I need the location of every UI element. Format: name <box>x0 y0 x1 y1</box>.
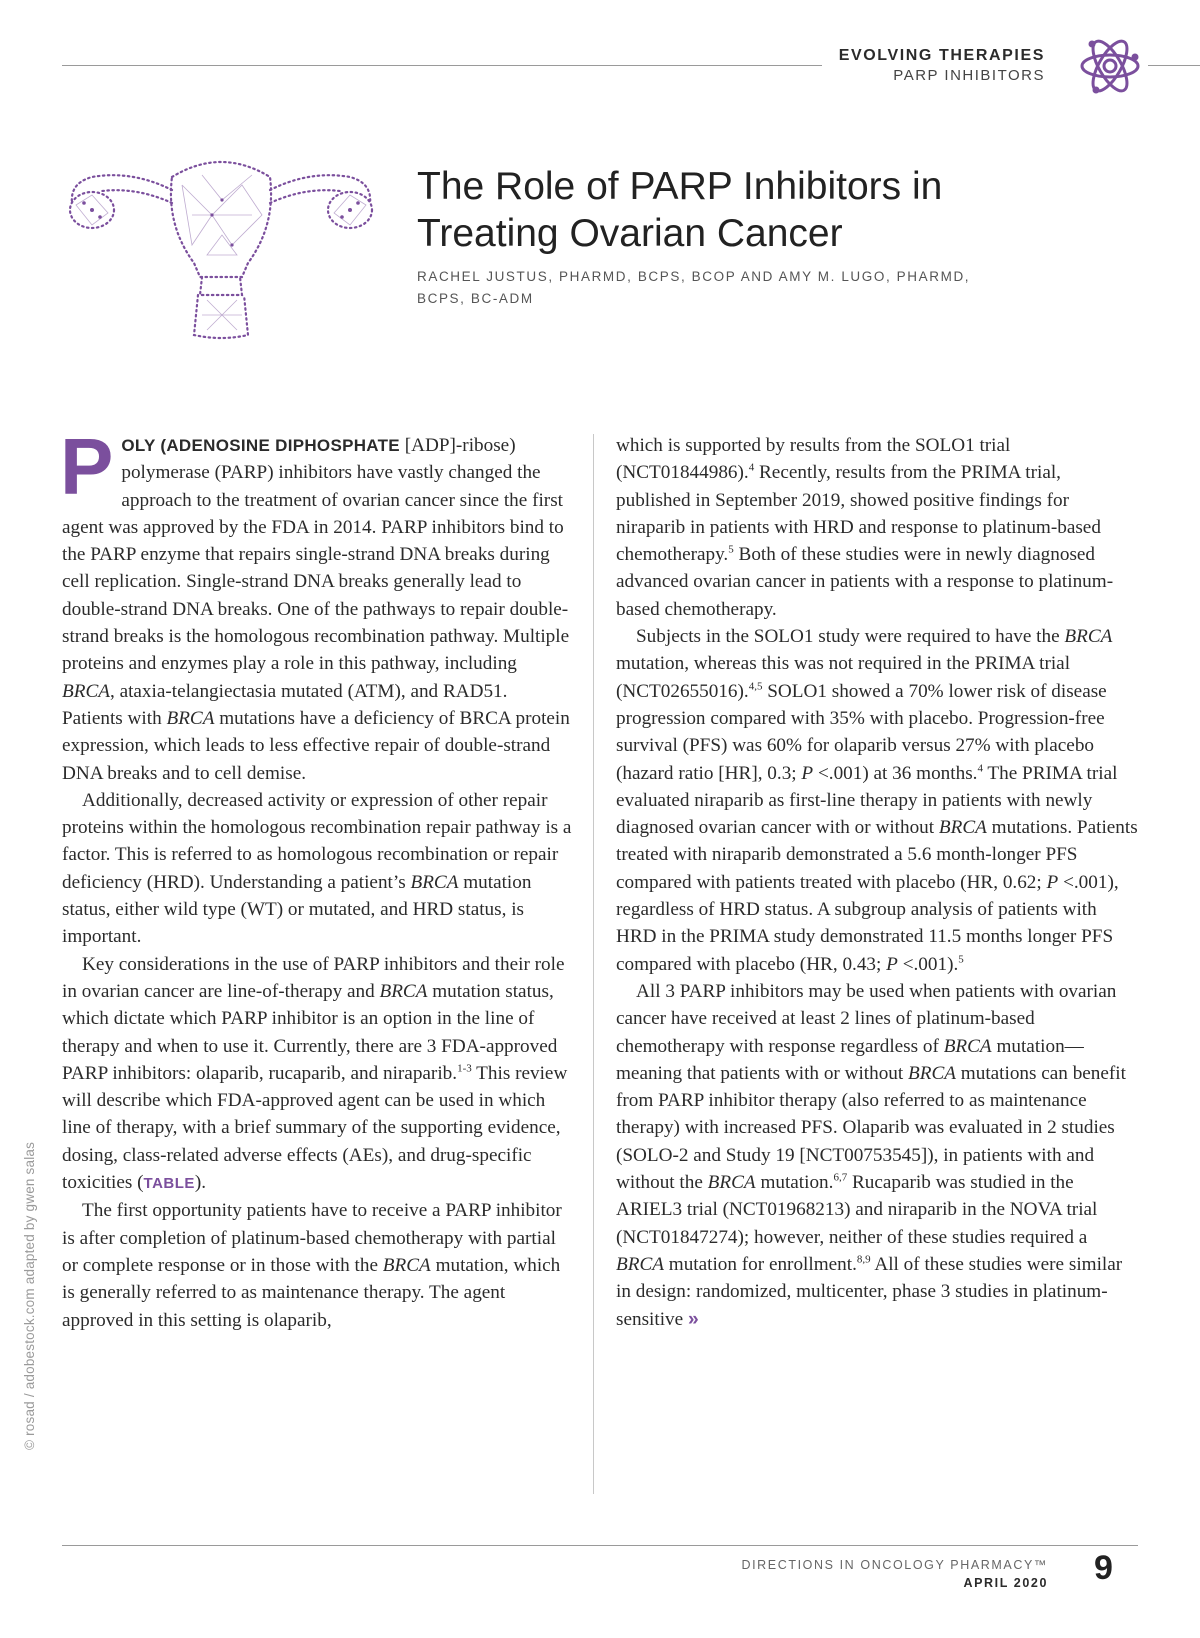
text: Key considerations in the use of PARP inhibitors and their role in ovarian cancer are line-of-therapy and <box>62 953 565 1002</box>
text: The first opportunity patients have to receive a PARP inhibitor is after completion of platinum-based chemotherapy with partial or complete response or in those with the <box>62 1200 562 1276</box>
gene-name: BRCA <box>616 1253 664 1275</box>
text: mutations have a deficiency of BRCA protein expression, which leads to less effective repair of double-strand DNA breaks and to cell demise. <box>62 707 570 784</box>
header-rule-left <box>62 65 822 66</box>
table-reference-link[interactable]: TABLE <box>143 1175 195 1193</box>
authors-line2: BCPS, BC-ADM <box>417 291 534 306</box>
text: mutations can benefit from PARP inhibitor therapy (also referred to as maintenance therapy) with increased PFS. Olaparib was evaluated in 2 studies (SOLO-2 and Study 19 [NCT00753545]), in patients with and without the <box>616 1062 1126 1194</box>
paragraph <box>62 787 572 951</box>
text: mutation, whereas this was not required in the PRIMA trial (NCT02655016). <box>616 653 1071 702</box>
column-divider <box>593 434 594 1494</box>
text: Recently, results from the PRIMA trial, published in September 2019, showed positive findings for niraparib in patients with HRD and response to platinum-based chemotherapy. <box>616 462 1101 566</box>
header-rule-right <box>1148 65 1200 66</box>
paragraph <box>616 432 1138 623</box>
text: All of these studies were similar in design: randomized, multicenter, phase 3 studies in platinum-sensitive <box>616 1253 1123 1330</box>
text: <.001), regardless of HRD status. A subgroup analysis of patients with HRD in the PRIMA study demonstrated 11.5 months longer PFS compared with placebo (HR, 0.43; <box>616 871 1119 975</box>
citation: 5 <box>958 953 964 966</box>
uterus-illustration <box>62 155 380 350</box>
article-authors <box>417 266 1017 310</box>
text: Additionally, decreased activity or expression of other repair proteins within the homologous recombination repair pathway is a factor. This is referred to as homologous recombination or repair deficiency (HRD). Understanding a patient’s <box>62 789 572 893</box>
paragraph <box>60 422 572 787</box>
footer <box>741 1556 1048 1592</box>
p-value-symbol: P <box>1046 871 1059 893</box>
text: <.001) at 36 months. <box>813 762 978 784</box>
continued-arrow-icon[interactable]: » <box>687 1308 699 1330</box>
text: Subjects in the SOLO1 study were required to have the <box>636 626 1065 648</box>
gene-name: BRCA <box>410 871 459 893</box>
section-name: EVOLVING THERAPIES <box>838 47 1045 64</box>
article-title-line1: The Role of PARP Inhibitors in <box>417 165 943 208</box>
text: Rucaparib was studied in the ARIEL3 trial (NCT01968213) and niraparib in the NOVA trial (NCT01847274); however, neither of these studies required a <box>616 1172 1098 1248</box>
paragraph <box>616 623 1138 978</box>
citation: 6,7 <box>833 1171 848 1184</box>
issue-date <box>741 1574 1048 1592</box>
citation: 4 <box>748 461 755 474</box>
citation: 8,9 <box>856 1253 871 1266</box>
text: The PRIMA trial evaluated niraparib as first-line therapy in patients with newly diagnosed ovarian cancer with or without <box>616 762 1118 839</box>
gene-name: BRCA <box>379 980 428 1002</box>
gene-name: BRCA <box>908 1062 956 1084</box>
text: mutation status, either wild type (WT) or mutated, and HRD status, is important. <box>62 871 532 948</box>
text: which is supported by results from the SOLO1 trial (NCT01844986). <box>616 435 1011 484</box>
citation: 4,5 <box>748 680 763 693</box>
text: , ataxia-telangiectasia mutated (ATM), and RAD51. Patients with <box>62 680 508 729</box>
gene-name: BRCA <box>1064 626 1113 648</box>
p-value-symbol: P <box>801 762 814 784</box>
text: mutation. <box>755 1172 834 1194</box>
text: ). <box>194 1172 207 1194</box>
text: This review will describe which FDA-approved agent can be used in which line of therapy, with a brief summary of the supporting evidence, dosing, class-related adverse effects (AEs), and drug-specific toxicities ( <box>62 1062 568 1194</box>
gene-name: BRCA <box>938 817 987 839</box>
issue-date-text: APRIL 2020 <box>963 1576 1048 1590</box>
text: SOLO1 showed a 70% lower risk of disease progression compared with 35% with placebo. Progression-free survival (PFS) was 60% for olaparib versus 27% with placebo (hazard ratio [HR], 0.3; <box>616 680 1107 784</box>
text: mutation status, which dictate which PARP inhibitor is an option in the line of therapy and when to use it. Currently, there are 3 FDA-approved PARP inhibitors: olaparib, rucaparib, and niraparib. <box>62 980 558 1084</box>
text: mutations. Patients treated with niraparib demonstrated a 5.6 month-longer PFS compared with patients treated with placebo (HR, 0.62; <box>616 817 1138 893</box>
section-subtitle: PARP INHIBITORS <box>893 67 1045 84</box>
citation: 4 <box>977 762 983 775</box>
gene-name: BRCA <box>707 1172 756 1194</box>
text: mutation, which is generally referred to as maintenance therapy. The agent approved in this setting is olaparib, <box>62 1254 561 1331</box>
text: All 3 PARP inhibitors may be used when patients with ovarian cancer have received at least 2 lines of platinum-based chemotherapy with response regardless of <box>616 980 1117 1057</box>
p-value-symbol: P <box>886 953 898 975</box>
paragraph <box>616 978 1138 1333</box>
paragraph <box>62 951 572 1198</box>
lead-in: OLY (ADENOSINE DIPHOSPHATE <box>121 436 400 455</box>
text: mutation for enrollment. <box>663 1253 857 1275</box>
section-header <box>839 46 1045 86</box>
text: mutation—meaning that patients with or without <box>616 1035 1084 1084</box>
drop-cap: P <box>60 422 114 511</box>
citation: 5 <box>728 543 734 556</box>
image-credit: © rosad / adobestock.com adapted by gwen salas <box>22 1141 37 1450</box>
atom-icon <box>1078 34 1142 98</box>
article-title-line2: Treating Ovarian Cancer <box>417 212 843 255</box>
body-column-right <box>616 432 1138 1333</box>
gene-name: BRCA <box>166 707 215 729</box>
body-column-left <box>60 422 572 1334</box>
journal-name: DIRECTIONS IN ONCOLOGY PHARMACY™ <box>741 1558 1048 1572</box>
text: [ADP]-ribose) polymerase (PARP) inhibitors have vastly changed the approach to the treatment of ovarian cancer since the first agent was approved by the FDA in 2014. PARP inhibitors bind to the PARP enzyme that repairs single-strand DNA breaks during cell replication. Single-strand DNA breaks generally lead to double-strand DNA breaks. One of the pathways to repair double-strand breaks is the homologous recombination pathway. Multiple proteins and enzymes play a role in this pathway, including <box>62 435 570 675</box>
text: <.001). <box>897 953 959 975</box>
text: Both of these studies were in newly diagnosed advanced ovarian cancer in patients with a response to platinum-based chemotherapy. <box>616 544 1114 620</box>
citation: 1-3 <box>457 1062 472 1075</box>
gene-name: BRCA <box>382 1254 431 1276</box>
gene-name: BRCA <box>62 680 110 702</box>
gene-name: BRCA <box>943 1035 992 1057</box>
page-number: 9 <box>1094 1549 1113 1587</box>
article-title <box>417 163 1137 257</box>
paragraph <box>62 1197 572 1333</box>
footer-rule <box>62 1545 1138 1546</box>
authors-line1: RACHEL JUSTUS, PHARMD, BCPS, BCOP AND AMY M. LUGO, PHARMD, <box>417 269 971 284</box>
